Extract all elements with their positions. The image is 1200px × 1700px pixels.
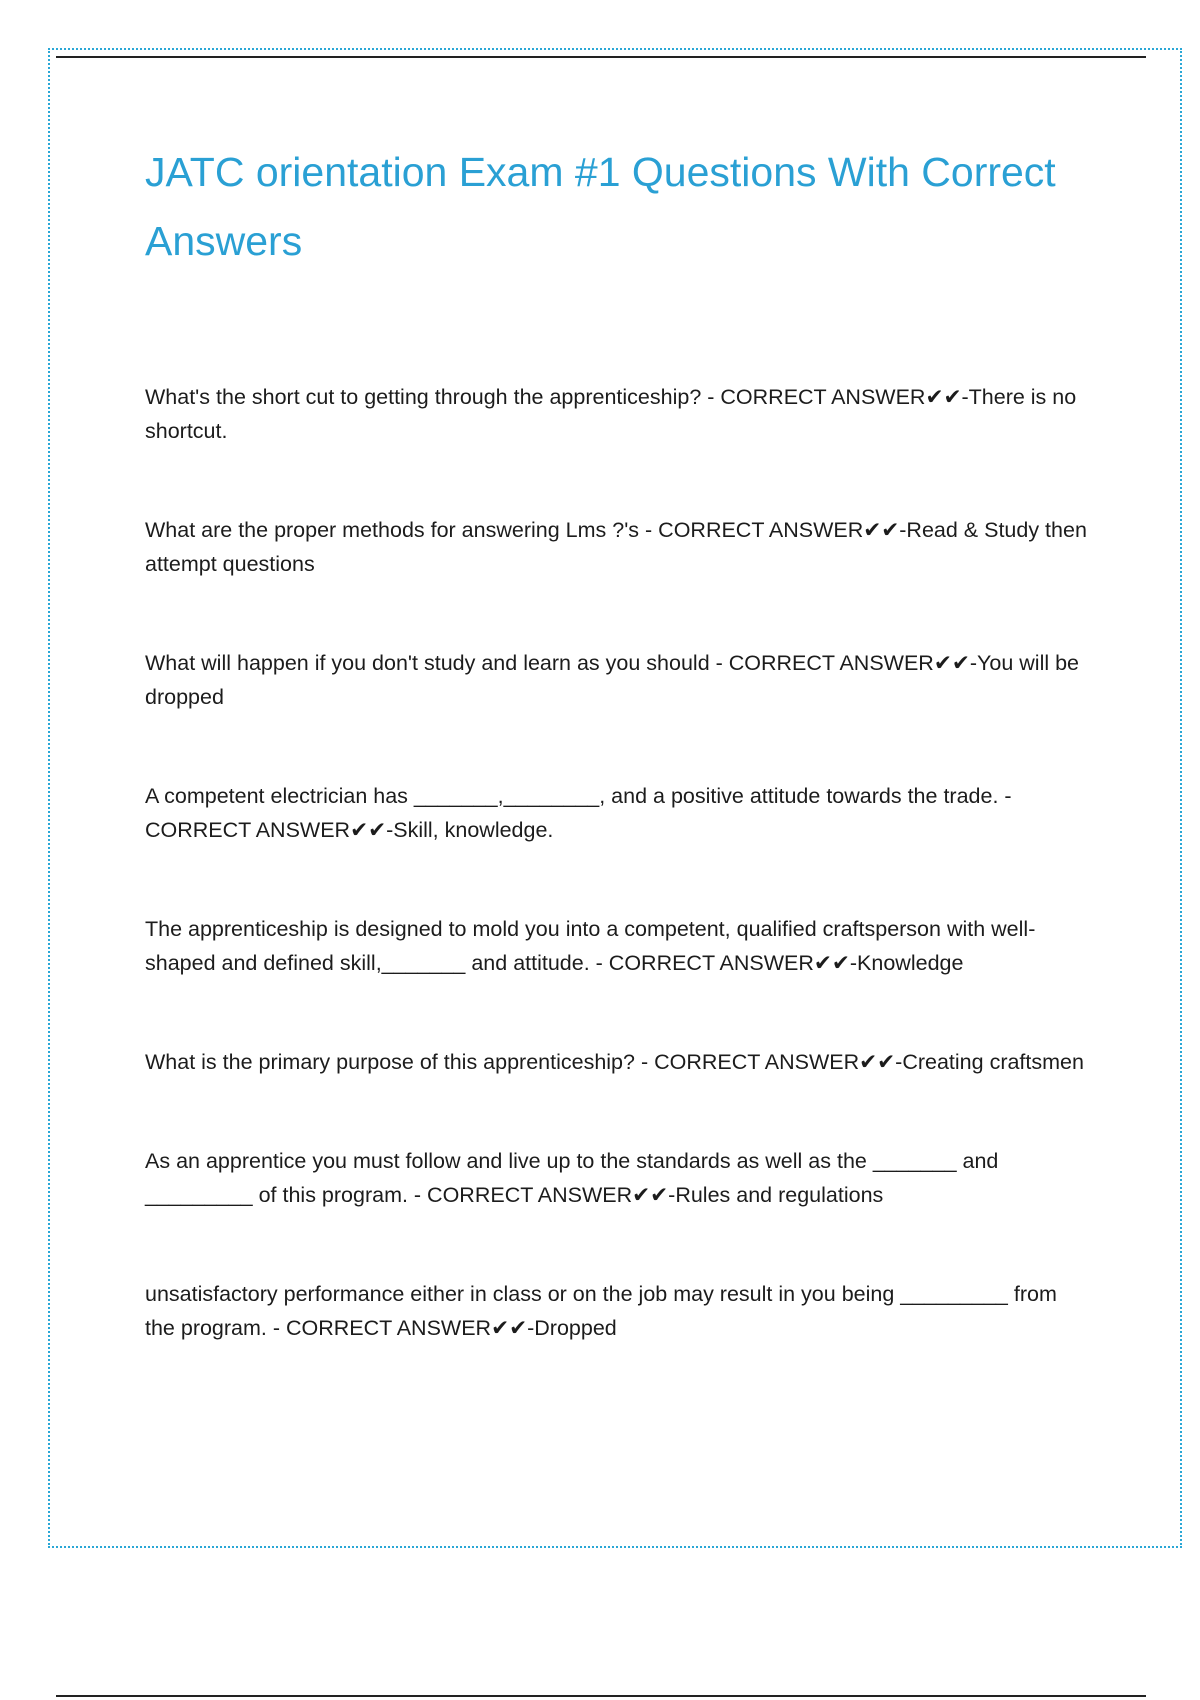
question-item: What is the primary purpose of this apprenticeship? - CORRECT ANSWER✔✔-Creating craftsmen: [145, 1050, 1084, 1074]
question-item: What will happen if you don't study and learn as you should - CORRECT ANSWER✔✔-You will be dropped: [145, 651, 1080, 709]
header-rule: [56, 56, 1146, 58]
question-item: As an apprentice you must follow and live up to the standards as well as the _______ and _________ of this program. - CORRECT ANSWER✔✔-Rules and regulations: [145, 1149, 999, 1207]
question-item: What are the proper methods for answering Lms ?'s - CORRECT ANSWER✔✔-Read & Study then attempt questions: [145, 518, 1087, 576]
document-title: JATC orientation Exam #1 Questions With Correct Answers: [145, 149, 1056, 264]
question-item: unsatisfactory performance either in class or on the job may result in you being _________ from the program. - CORRECT ANSWER✔✔-Dropped: [145, 1282, 1057, 1340]
next-page-rule: [56, 1695, 1146, 1697]
question-item: The apprenticeship is designed to mold you into a competent, qualified craftsperson with well-shaped and defined skill,_______ and attitude. - CORRECT ANSWER✔✔-Knowledge: [145, 917, 1036, 975]
question-item: A competent electrician has _______,________, and a positive attitude towards the trade. - CORRECT ANSWER✔✔-Skill, knowledge.: [145, 784, 1012, 842]
question-list: [145, 380, 1090, 1410]
question-item: What's the short cut to getting through the apprenticeship? - CORRECT ANSWER✔✔-There is no shortcut.: [145, 385, 1077, 443]
